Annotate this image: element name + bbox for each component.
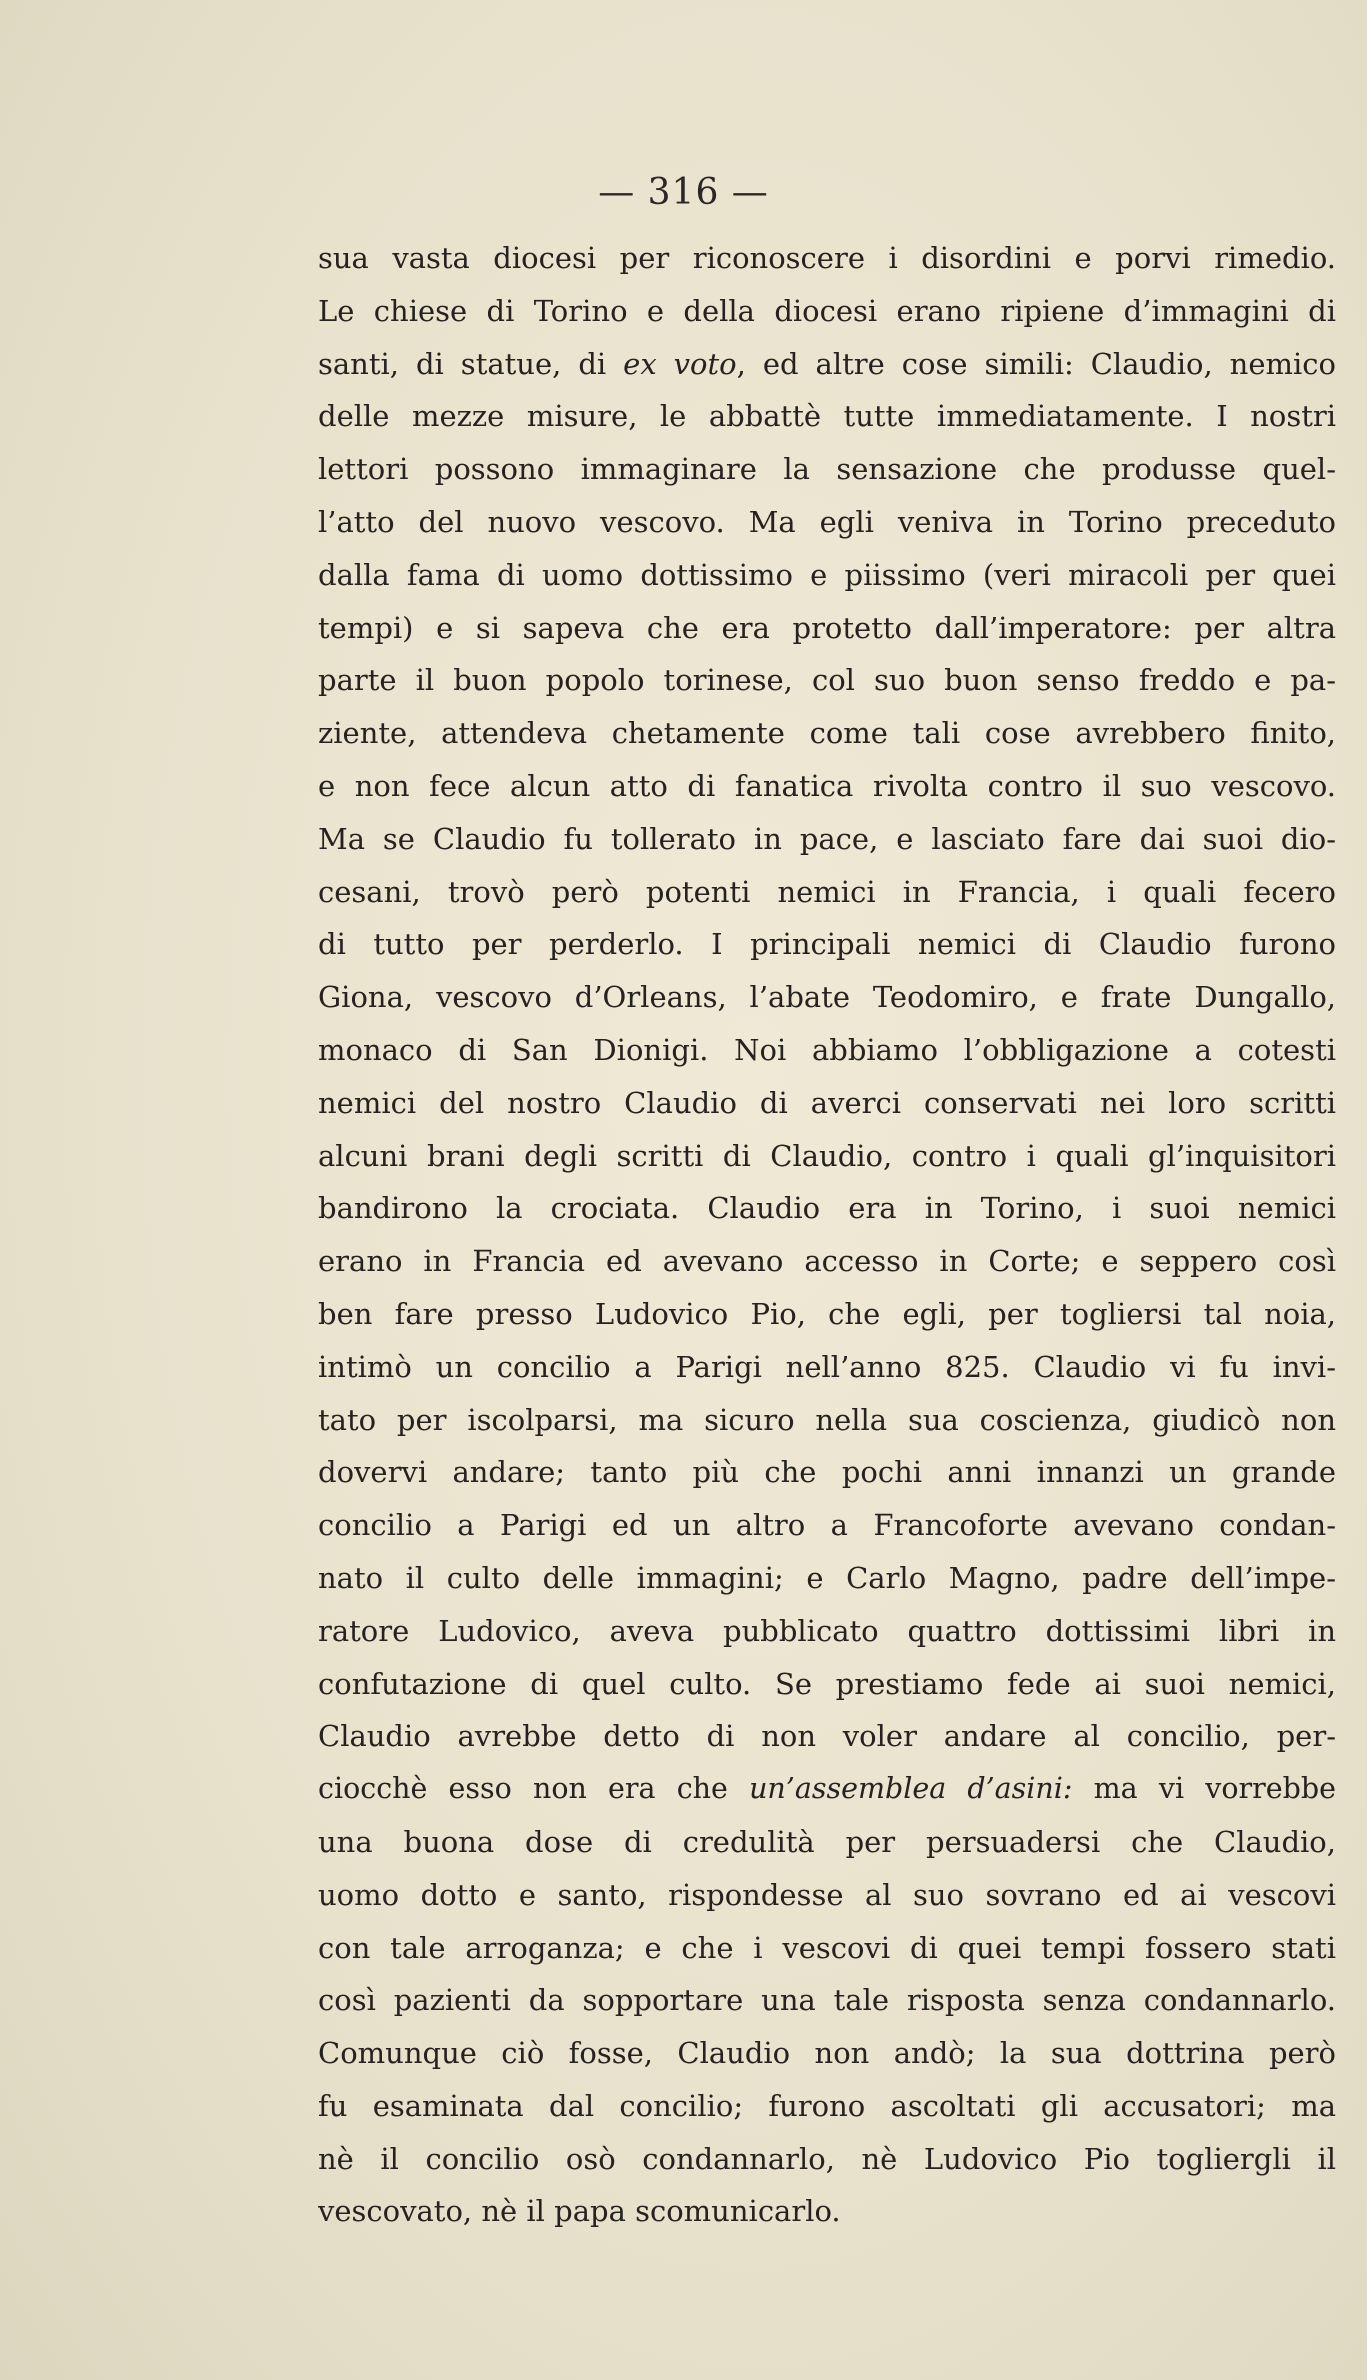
- text-line: [318, 1341, 1336, 1394]
- text-line: [318, 1499, 1336, 1552]
- text-line: [318, 971, 1336, 1024]
- text-line: [318, 443, 1336, 496]
- text-line: [318, 549, 1336, 602]
- italic-text: un’assemblea d’asini:: [749, 1772, 1073, 1806]
- text-line: [318, 760, 1336, 813]
- text-segment: ratore Ludovico, aveva pubblicato quattro dottissimi libri in: [318, 1613, 1336, 1648]
- text-line: [318, 707, 1336, 760]
- text-segment: vescovato, nè il papa scomunicarlo.: [318, 2194, 841, 2229]
- text-segment: tempi) e si sapeva che era protetto dall’imperatore: per altra: [318, 610, 1336, 645]
- text-segment: una buona dose di credulità per persuadersi che Claudio,: [318, 1824, 1336, 1859]
- text-segment: nemici del nostro Claudio di averci conservati nei loro scritti: [318, 1085, 1336, 1120]
- text-segment: concilio a Parigi ed un altro a Francoforte avevano condan-: [318, 1508, 1336, 1543]
- text-segment: Le chiese di Torino e della diocesi erano ripiene d’immagini di: [318, 293, 1336, 328]
- text-segment: ma vi vorrebbe: [1072, 1772, 1336, 1806]
- text-line: [318, 285, 1336, 338]
- text-line: [318, 2133, 1336, 2186]
- text-line: [318, 1288, 1336, 1341]
- text-line: [318, 1974, 1336, 2027]
- text-segment: nè il concilio osò condannarlo, nè Ludovico Pio togliergli il: [318, 2141, 1336, 2176]
- text-segment: santi, di statue, di: [318, 346, 624, 381]
- text-segment: di tutto per perderlo. I principali nemici di Claudio furono: [318, 927, 1336, 962]
- text-segment: sua vasta diocesi per riconoscere i disordini e porvi rimedio.: [318, 241, 1336, 275]
- text-line: [318, 1130, 1336, 1183]
- text-segment: bandirono la crociata. Claudio era in Torino, i suoi nemici: [318, 1191, 1336, 1226]
- text-segment: , ed altre cose simili: Claudio, nemico: [736, 346, 1336, 381]
- text-line: [318, 1024, 1336, 1077]
- text-segment: uomo dotto e santo, rispondesse al suo sovrano ed ai vescovi: [318, 1877, 1336, 1912]
- text-line: [318, 232, 1336, 285]
- text-line: [318, 1922, 1336, 1975]
- text-segment: intimò un concilio a Parigi nell’anno 825. Claudio vi fu invi-: [318, 1349, 1336, 1384]
- text-line: [318, 1552, 1336, 1605]
- text-segment: lettori possono immaginare la sensazione che produsse quel-: [318, 452, 1336, 487]
- text-line: [318, 2185, 1336, 2238]
- text-segment: cesani, trovò però potenti nemici in Francia, i quali fecero: [318, 874, 1336, 909]
- text-line: [318, 2027, 1336, 2080]
- text-line: [318, 654, 1336, 707]
- text-segment: alcuni brani degli scritti di Claudio, contro i quali gl’inquisitori: [318, 1138, 1336, 1173]
- text-segment: Giona, vescovo d’Orleans, l’abate Teodomiro, e frate Dungallo,: [318, 980, 1336, 1015]
- text-line: [318, 813, 1336, 866]
- text-line: [318, 602, 1336, 655]
- text-segment: erano in Francia ed avevano accesso in Corte; e seppero così: [318, 1244, 1336, 1279]
- text-segment: delle mezze misure, le abbattè tutte immediatamente. I nostri: [318, 399, 1336, 434]
- text-segment: con tale arroganza; e che i vescovi di quei tempi fossero stati: [318, 1930, 1336, 1965]
- text-line: [318, 390, 1336, 443]
- text-line: [318, 1816, 1336, 1869]
- text-segment: confutazione di quel culto. Se prestiamo fede ai suoi nemici,: [318, 1666, 1336, 1701]
- text-line: [318, 918, 1336, 971]
- text-segment: tato per iscolparsi, ma sicuro nella sua coscienza, giudicò non: [318, 1402, 1336, 1437]
- body-text: [318, 232, 1336, 2238]
- text-segment: nato il culto delle immagini; e Carlo Magno, padre dell’impe-: [318, 1560, 1336, 1595]
- text-line: [318, 1658, 1336, 1711]
- text-line: [318, 2080, 1336, 2133]
- text-line: [318, 338, 1336, 391]
- text-segment: l’atto del nuovo vescovo. Ma egli veniva in Torino preceduto: [318, 504, 1336, 539]
- text-segment: Ma se Claudio fu tollerato in pace, e lasciato fare dai suoi dio-: [318, 821, 1336, 856]
- text-line: [318, 1605, 1336, 1658]
- text-segment: ziente, attendeva chetamente come tali cose avrebbero finito,: [318, 716, 1336, 751]
- text-segment: Claudio avrebbe detto di non voler andare al concilio, per-: [318, 1719, 1336, 1754]
- text-segment: così pazienti da sopportare una tale risposta senza condannarlo.: [318, 1983, 1336, 2018]
- text-line: [318, 866, 1336, 919]
- text-segment: ciocchè esso non era che: [318, 1772, 750, 1806]
- text-segment: parte il buon popolo torinese, col suo buon senso freddo e pa-: [318, 663, 1336, 698]
- text-line: [318, 1077, 1336, 1130]
- text-line: [318, 1869, 1336, 1922]
- text-line: [318, 496, 1336, 549]
- text-line: [318, 1710, 1336, 1763]
- text-segment: e non fece alcun atto di fanatica rivolta contro il suo vescovo.: [318, 768, 1336, 803]
- text-line: [318, 1182, 1336, 1235]
- text-line: [318, 1446, 1336, 1499]
- text-segment: dovervi andare; tanto più che pochi anni innanzi un grande: [318, 1455, 1336, 1490]
- italic-text: ex voto: [623, 346, 737, 381]
- text-segment: fu esaminata dal concilio; furono ascoltati gli accusatori; ma: [318, 2088, 1336, 2123]
- text-segment: dalla fama di uomo dottissimo e piissimo (veri miracoli per quei: [318, 557, 1336, 592]
- text-segment: Comunque ciò fosse, Claudio non andò; la sua dottrina però: [318, 2036, 1336, 2071]
- text-segment: monaco di San Dionigi. Noi abbiamo l’obbligazione a cotesti: [318, 1032, 1336, 1067]
- text-line: [318, 1394, 1336, 1447]
- text-line: [318, 1235, 1336, 1288]
- text-segment: ben fare presso Ludovico Pio, che egli, per togliersi tal noia,: [318, 1296, 1336, 1331]
- text-line: [318, 1763, 1336, 1816]
- page-number: — 316 —: [598, 172, 769, 213]
